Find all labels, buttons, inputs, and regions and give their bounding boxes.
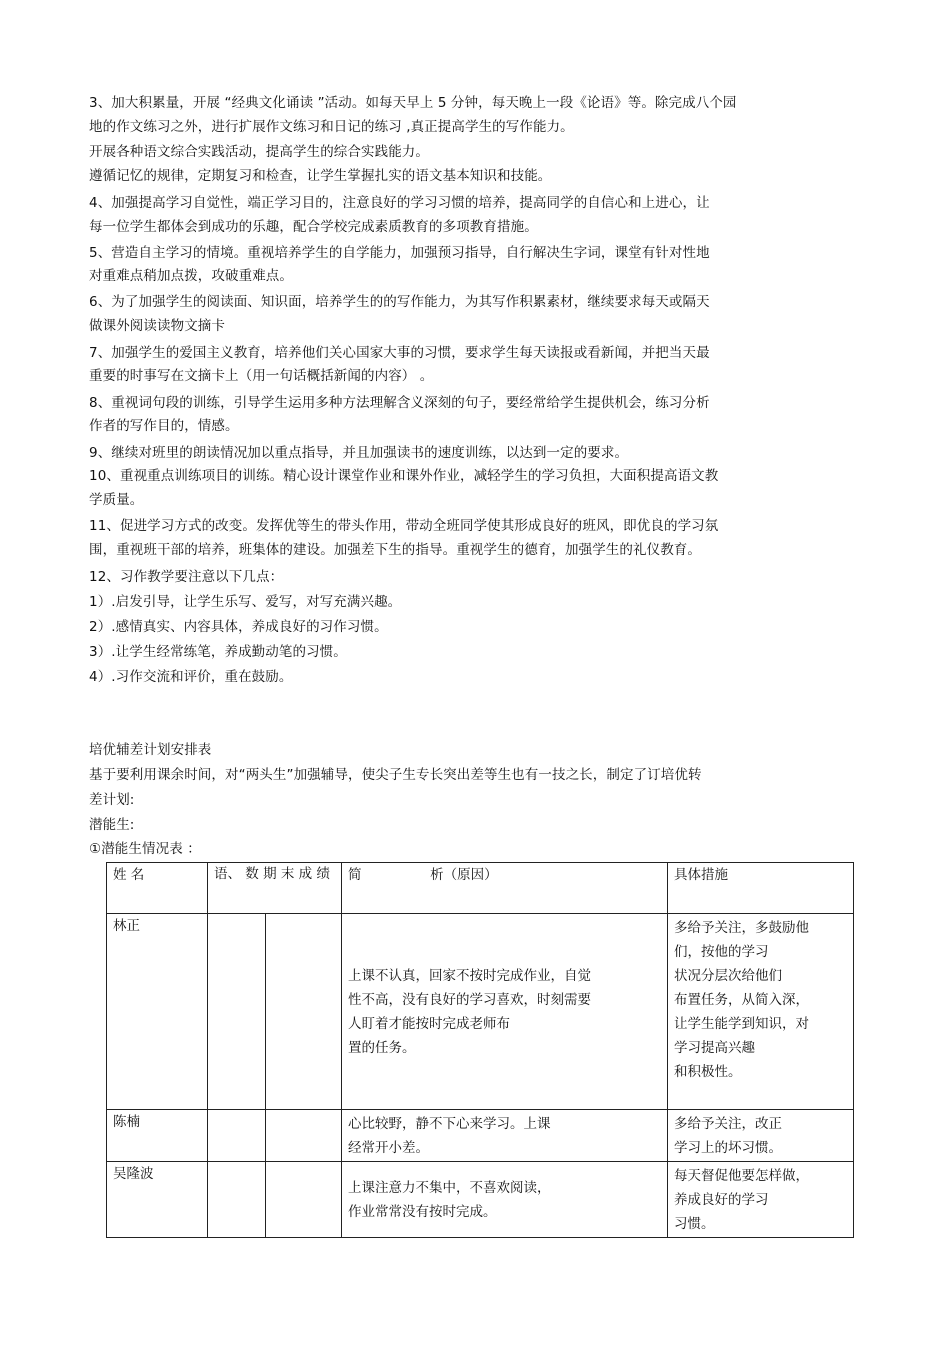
header-analysis: 简 析（原因） — [342, 863, 668, 914]
text-line: 作者的写作目的，情感。 — [89, 418, 239, 434]
text-line: 1）.启发引导，让学生乐写、爱写，对写充满兴趣。 — [89, 594, 402, 610]
text-line: 12、习作教学要注意以下几点： — [89, 569, 284, 585]
header-name: 姓 名 — [107, 863, 208, 914]
measures-cell — [668, 1162, 854, 1238]
text-line: 基于要利用课余时间，对“两头生”加强辅导，使尖子生专长突出差等生也有一技之长，制定了订培优转 — [89, 767, 702, 783]
text-line: 3、加大积累量，开展 “经典文化诵读 ”活动。如每天早上 5 分钟，每天晚上一段《论语》等。除完成八个园 — [89, 95, 737, 111]
student-name: 吴隆波 — [107, 1162, 208, 1238]
analysis-cell — [342, 1162, 668, 1238]
text-line: 4、加强提高学习自觉性，端正学习目的，注意良好的学习习惯的培养，提高同学的自信心和上进心，让 — [89, 195, 710, 211]
score-cell-math — [266, 1162, 342, 1238]
text-line: 对重难点稍加点拨，攻破重难点。 — [89, 268, 293, 284]
text-line: 8、重视词句段的训练，引导学生运用多种方法理解含义深刻的句子，要经常给学生提供机会，练习分析 — [89, 395, 710, 411]
text-line: 4）.习作交流和评价，重在鼓励。 — [89, 669, 293, 685]
text-line: 地的作文练习之外，进行扩展作文练习和日记的练习 ,真正提高学生的写作能力。 — [89, 119, 574, 135]
table-row — [107, 914, 854, 1110]
student-name: 陈楠 — [107, 1110, 208, 1162]
analysis-text: 心比较野，静不下心来学习。上课 经常开小差。 — [348, 1116, 551, 1156]
table-header-row — [107, 863, 854, 914]
header-measures: 具体措施 — [668, 863, 854, 914]
text-line: 潜能生: — [89, 817, 135, 833]
score-cell-chinese — [208, 1110, 266, 1162]
table-caption: ①潜能生情况表 ： — [89, 841, 201, 857]
table-row — [107, 1110, 854, 1162]
text-line: 围，重视班干部的培养，班集体的建设。加强差下生的指导。重视学生的德育，加强学生的礼仪教育。 — [89, 542, 701, 558]
measures-cell — [668, 1110, 854, 1162]
text-line: 3）.让学生经常练笔，养成勤动笔的习惯。 — [89, 644, 347, 660]
text-line: 重要的时事写在文摘卡上（用一句话概括新闻的内容） 。 — [89, 368, 434, 384]
student-plan-table — [106, 862, 854, 1238]
section-title: 培优辅差计划安排表 — [89, 742, 212, 758]
analysis-cell — [342, 914, 668, 1110]
score-cell-chinese — [208, 1162, 266, 1238]
text-line: 遵循记忆的规律，定期复习和检查，让学生掌握扎实的语文基本知识和技能。 — [89, 168, 552, 184]
analysis-text: 上课不认真，回家不按时完成作业，自觉 性不高，没有良好的学习喜欢，时刻需要 人盯着才能按时完成老师布 置的任务。 — [348, 968, 591, 1056]
text-line: 7、加强学生的爱国主义教育，培养他们关心国家大事的习惯，要求学生每天读报或看新闻，并把当天最 — [89, 345, 710, 361]
measures-text: 多给予关注，改正 学习上的坏习惯。 — [674, 1116, 782, 1156]
analysis-cell — [342, 1110, 668, 1162]
text-line: 10、重视重点训练项目的训练。精心设计课堂作业和课外作业，减轻学生的学习负担，大面积提高语文教 — [89, 468, 719, 484]
measures-cell — [668, 914, 854, 1110]
text-line: 每一位学生都体会到成功的乐趣，配合学校完成素质教育的多项教育措施。 — [89, 219, 538, 235]
score-cell-math — [266, 1110, 342, 1162]
text-line: 9、继续对班里的朗读情况加以重点指导，并且加强读书的速度训练，以达到一定的要求。 — [89, 445, 629, 461]
score-cell-chinese — [208, 914, 266, 1110]
text-line: 2）.感情真实、内容具体，养成良好的习作习惯。 — [89, 619, 388, 635]
text-line: 差计划: — [89, 792, 135, 808]
score-cell-math — [266, 914, 342, 1110]
text-line: 做课外阅读读物文摘卡 — [89, 318, 225, 334]
measures-text: 每天督促他要怎样做， 养成良好的学习 习惯。 — [674, 1168, 809, 1232]
table-row — [107, 1162, 854, 1238]
text-line: 学质量。 — [89, 492, 144, 508]
text-line: 6、为了加强学生的阅读面、知识面，培养学生的的写作能力，为其写作积累素材，继续要求每天或隔天 — [89, 294, 710, 310]
student-name: 林正 — [107, 914, 208, 1110]
text-line: 开展各种语文综合实践活动，提高学生的综合实践能力。 — [89, 144, 429, 160]
text-line: 5、营造自主学习的情境。重视培养学生的自学能力，加强预习指导，自行解决生字词，课堂有针对性地 — [89, 245, 710, 261]
measures-text: 多给予关注，多鼓励他 们，按他的学习 状况分层次给他们 布置任务，从简入深， 让学生能学到知识，对 学习提高兴趣 和积极性。 — [674, 920, 809, 1080]
header-score: 语、 数 期 末 成 绩 — [208, 863, 342, 914]
text-line: 11、促进学习方式的改变。发挥优等生的带头作用，带动全班同学使其形成良好的班风，即优良的学习氛 — [89, 518, 719, 534]
analysis-text: 上课注意力不集中，不喜欢阅读， 作业常常没有按时完成。 — [348, 1180, 551, 1220]
